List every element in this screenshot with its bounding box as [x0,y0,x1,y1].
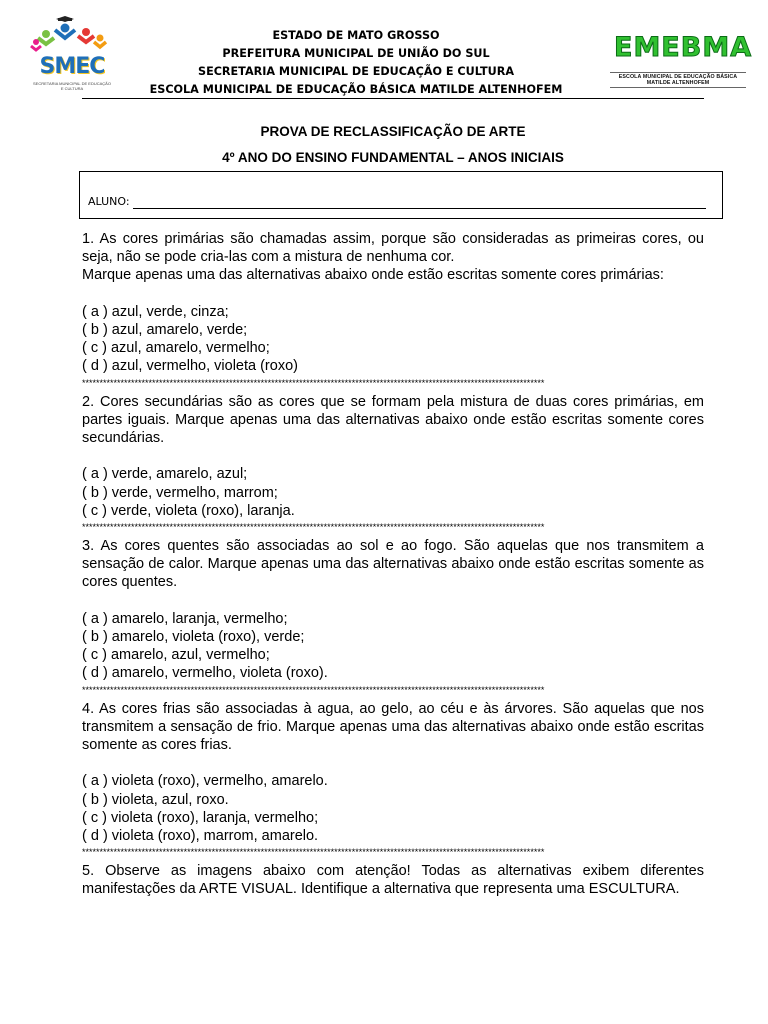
question-1-option-a[interactable]: ( a ) azul, verde, cinza; [82,303,229,320]
question-1-option-b[interactable]: ( b ) azul, amarelo, verde; [82,322,248,338]
heading-line-secretariat: SECRETARIA MUNICIPAL DE EDUCAÇÃO E CULTURA [198,65,514,78]
document-header [0,0,768,100]
emebma-logo-subtext: ESCOLA MUNICIPAL DE EDUCAÇÃO BÁSICA MATILDE ALTENHOFEM [610,72,746,88]
question-5-text: 5. Observe as imagens abaixo com atenção! Todas as alternativas exibem diferentes manifestações da ARTE VISUAL. Identifique a alternativa que representa uma ESCULTURA. [82,863,704,898]
student-name-label: ALUNO: [88,195,130,208]
student-name-field[interactable] [133,208,706,209]
smec-logo-text: SMEC [39,54,105,79]
institution-heading [140,27,572,99]
question-2-option-b[interactable]: ( b ) verde, vermelho, marrom; [82,484,278,501]
question-4-text: 4. As cores frias são associadas à agua, ao gelo, ao céu e às árvores. São aquelas que nos transmitem a sensação de frio. Marque apenas uma das alternativas abaixo onde estão escritas somente as cores frias. [82,700,704,754]
people-figures-icon [28,16,116,56]
separator-4: ************************************************************************************************************************************ [82,847,545,858]
question-4-option-b[interactable]: ( b ) violeta, azul, roxo. [82,791,229,808]
emebma-logo-text: EMEBMA [614,32,753,63]
question-4-option-d[interactable]: ( d ) violeta (roxo), marrom, amarelo. [82,828,319,845]
separator-1: ************************************************************************************************************************************ [82,377,545,388]
question-2-option-c[interactable]: ( c ) verde, violeta (roxo), laranja. [82,502,295,519]
question-3-option-a[interactable]: ( a ) amarelo, laranja, vermelho; [82,610,288,627]
emebma-logo [610,32,753,90]
question-3-text: 3. As cores quentes são associadas ao sol e ao fogo. São aquelas que nos transmitem a sensação de calor. Marque apenas uma das alternativas abaixo onde estão escritas somente as cores quentes. [82,538,704,591]
heading-line-school: ESCOLA MUNICIPAL DE EDUCAÇÃO BÁSICA MATILDE ALTENHOFEM [149,83,563,96]
header-divider [82,98,704,99]
question-3-option-d[interactable]: ( d ) amarelo, vermelho, violeta (roxo). [82,665,328,682]
exam-subtitle: 4º ANO DO ENSINO FUNDAMENTAL – ANOS INICIAIS [222,150,564,165]
question-1-option-d[interactable]: ( d ) azul, vermelho, violeta (roxo) [82,358,298,375]
question-1-text: 1. As cores primárias são chamadas assim, porque são consideradas as primeiras cores, ou seja, não se pode cria-las com a mistura de nenhuma cor. [82,231,704,266]
heading-line-prefecture: PREFEITURA MUNICIPAL DE UNIÃO DO SUL [222,47,490,60]
separator-3: ************************************************************************************************************************************ [82,684,545,695]
question-1-instruction: Marque apenas uma das alternativas abaixo onde estão escritas somente cores primárias: [82,267,664,284]
question-4-option-a[interactable]: ( a ) violeta (roxo), vermelho, amarelo. [82,773,328,790]
question-3-option-c[interactable]: ( c ) amarelo, azul, vermelho; [82,647,270,664]
question-2-option-a[interactable]: ( a ) verde, amarelo, azul; [82,466,248,483]
question-4-option-c[interactable]: ( c ) violeta (roxo), laranja, vermelho; [82,809,319,826]
question-1-option-c[interactable]: ( c ) azul, amarelo, vermelho; [82,340,270,357]
smec-logo [28,16,116,90]
questions-section [82,230,704,899]
question-3-option-b[interactable]: ( b ) amarelo, violeta (roxo), verde; [82,629,305,646]
question-2-text: 2. Cores secundárias são as cores que se formam pela mistura de duas cores primárias, em partes iguais. Marque apenas uma das alternativas abaixo onde estão escritas somente cores secundárias. [82,393,704,447]
separator-2: ************************************************************************************************************************************ [82,522,545,533]
exam-title: PROVA DE RECLASSIFICAÇÃO DE ARTE [260,124,526,139]
student-name-box [79,171,723,219]
smec-logo-subtext: SECRETARIA MUNICIPAL DE EDUCAÇÃO E CULTURA [33,81,111,91]
heading-line-state: ESTADO DE MATO GROSSO [272,29,440,42]
